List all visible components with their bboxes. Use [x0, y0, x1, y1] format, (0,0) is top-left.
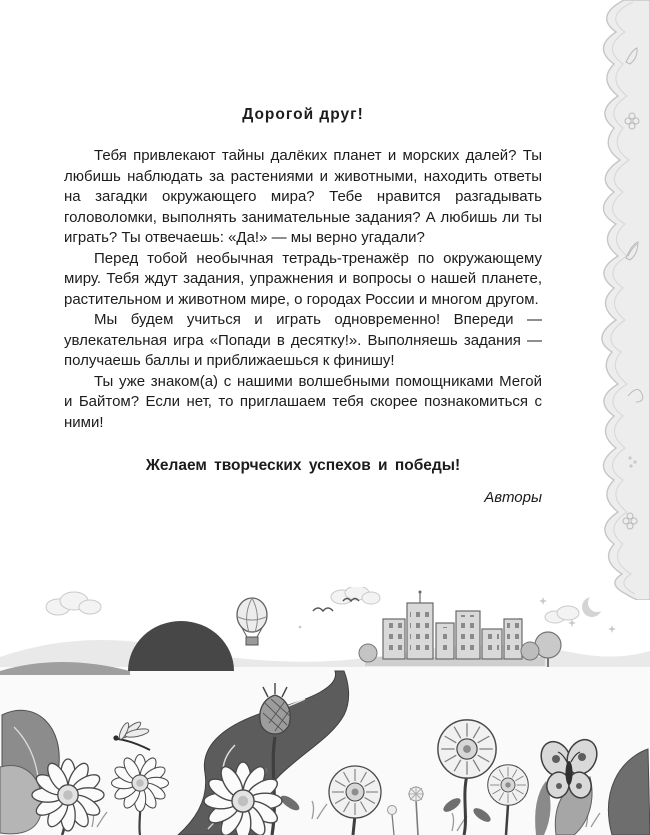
clouds-icon [46, 587, 579, 623]
paragraph-3: Мы будем учиться и играть одновременно! Впереди — увлекательная игра «Попади в десятку!». Выполняешь задания — получаешь баллы и приближаешься к финишу! [64, 311, 542, 369]
landscape-illustration [0, 587, 650, 835]
paragraph-1: Тебя привлекают тайны далёких планет и морских далей? Ты любишь наблюдать за растениями и животными, находить ответы на загадки окружающего мира? Тебе нравится разгадывать головоломки, выполнять занимательные задания? А любишь ли ты играть? Ты отвечаешь: «Да!» — мы верно угадали? [64, 147, 542, 246]
authors-signature: Авторы [484, 489, 542, 506]
city-skyline [359, 591, 561, 668]
hot-air-balloon-icon [237, 598, 267, 645]
scallop-border-svg [580, 0, 650, 600]
page-title: Дорогой друг! [242, 106, 364, 123]
bridge-dome [128, 621, 234, 671]
round-flower [438, 720, 496, 778]
round-flower [329, 766, 381, 818]
round-flower [488, 765, 529, 806]
page-text-block [64, 106, 542, 506]
closing-wish-line: Желаем творческих успехов и победы! [145, 457, 461, 474]
moon-icon [582, 594, 606, 617]
illustration-svg [0, 587, 650, 835]
scallop-cloud-edge [602, 0, 650, 600]
decorative-scallop-border [580, 0, 650, 600]
paragraph-4: Ты уже знаком(а) с нашими волшебными помощниками Мегой и Байтом? Если нет, то приглашаем тебя скорее познакомиться с ними! [64, 372, 542, 431]
paragraph-2: Перед тобой необычная тетрадь-тренажёр по окружающему миру. Тебя ждут задания, упражнения и вопросы о нашей планете, растительном и животном мире, о городах России и многом другом. [64, 249, 542, 308]
